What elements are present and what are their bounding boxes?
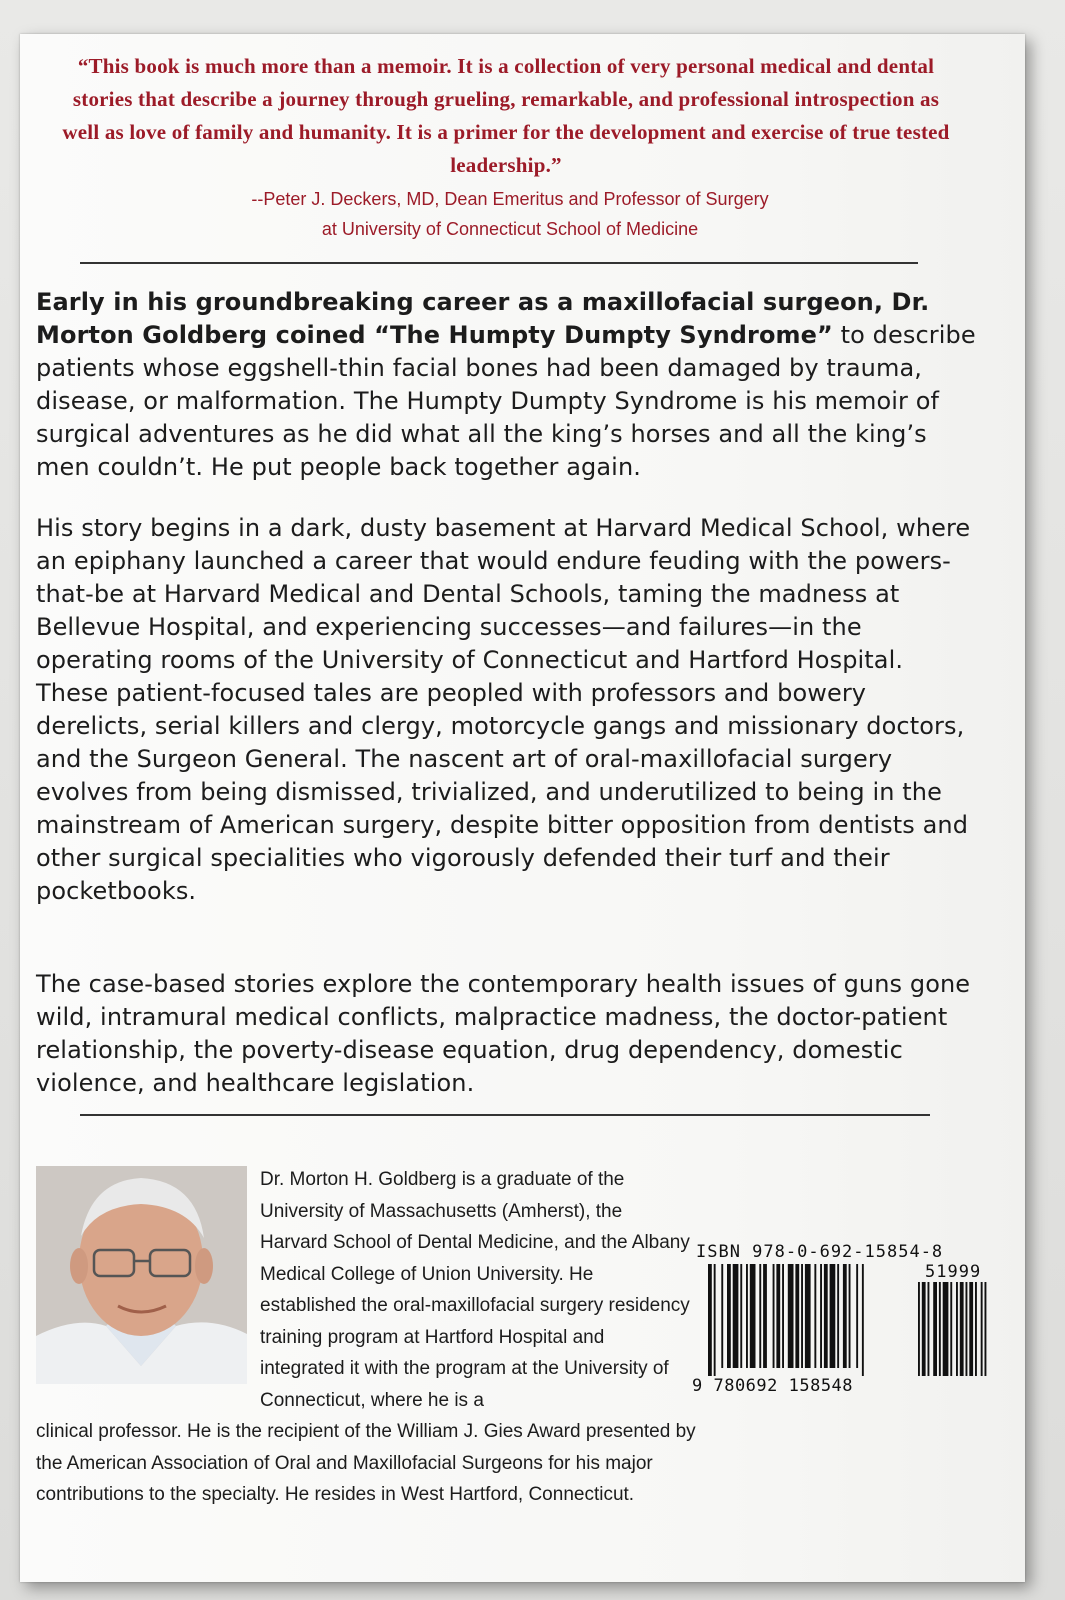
description-lead-rest: to describe patients whose eggshell-thin facial bones had been damaged by trauma, disease, or malformation. The Humpty Dumpty Syndrome is his memoir of surgical adventures as he did what all the king’s horses and all the king’s men couldn’t. He put people back together again. [36, 321, 976, 481]
barcode-number: 9 780692 158548 [692, 1376, 854, 1396]
quote-attribution [130, 184, 890, 244]
description-lead-bold: Early in his groundbreaking career as a maxillofacial surgeon, Dr. Morton Goldberg coined “The Humpty Dumpty Syndrome” [36, 288, 930, 349]
author-bio-bottom: clinical professor. He is the recipient of the William J. Gies Award presented by the American Association of Oral and Maxillofacial Surgeons for his major contributions to the specialty. He resides in West Hartford, Connecticut. [36, 1421, 696, 1505]
book-back-cover [20, 34, 1025, 1582]
isbn-label: ISBN 978-0-692-15854-8 [696, 1242, 944, 1262]
description-paragraph-2: His story begins in a dark, dusty basement at Harvard Medical School, where an epiphany launched a career that would endure feuding with the powers-that-be at Harvard Medical and Dental Schools, taming the madness at Bellevue Hospital, and experiencing successes—and failures—in the operating rooms of the University of Connecticut and Hartford Hospital. These patient-focused tales are peopled with professors and bowery derelicts, serial killers and clergy, motorcycle gangs and missionary doctors, and the Surgeon General. The nascent art of oral-maxillofacial surgery evolves from being dismissed, trivialized, and underutilized to being in the mainstream of American surgery, despite bitter opposition from dentists and other surgical specialities who vigorously defended their turf and their pocketbooks. [36, 514, 971, 905]
attribution-line-1: --Peter J. Deckers, MD, Dean Emeritus and Professor of Surgery [251, 189, 769, 209]
author-photo [36, 1166, 247, 1384]
divider-bottom [80, 1114, 930, 1116]
description-paragraph-3: The case-based stories explore the contemporary health issues of guns gone wild, intramural medical conflicts, malpractice madness, the doctor-patient relationship, the poverty-disease equation, drug dependency, domestic violence, and healthcare legislation. [36, 970, 971, 1097]
description-paragraph-1 [36, 286, 976, 484]
price-code: 51999 [925, 1262, 982, 1282]
author-bio-top: Dr. Morton H. Goldberg is a graduate of the University of Massachusetts (Amherst), the Harvard School of Dental Medicine, and the Albany Medical College of Union University. He established the oral-maxillofacial surgery residency training program at Hartford Hospital and integrated it with the program at the University of Connecticut, where he is a [260, 1169, 690, 1411]
author-portrait-graphic [36, 1166, 247, 1384]
attribution-line-2: at University of Connecticut School of Medicine [321, 219, 699, 239]
divider-top [80, 262, 918, 264]
endorsement-quote: “This book is much more than a memoir. It is a collection of very personal medical and dental stories that describe a journey through grueling, remarkable, and professional introspection as well as love of family and humanity. It is a primer for the development and exercise of true tested leadership.” [62, 54, 950, 177]
